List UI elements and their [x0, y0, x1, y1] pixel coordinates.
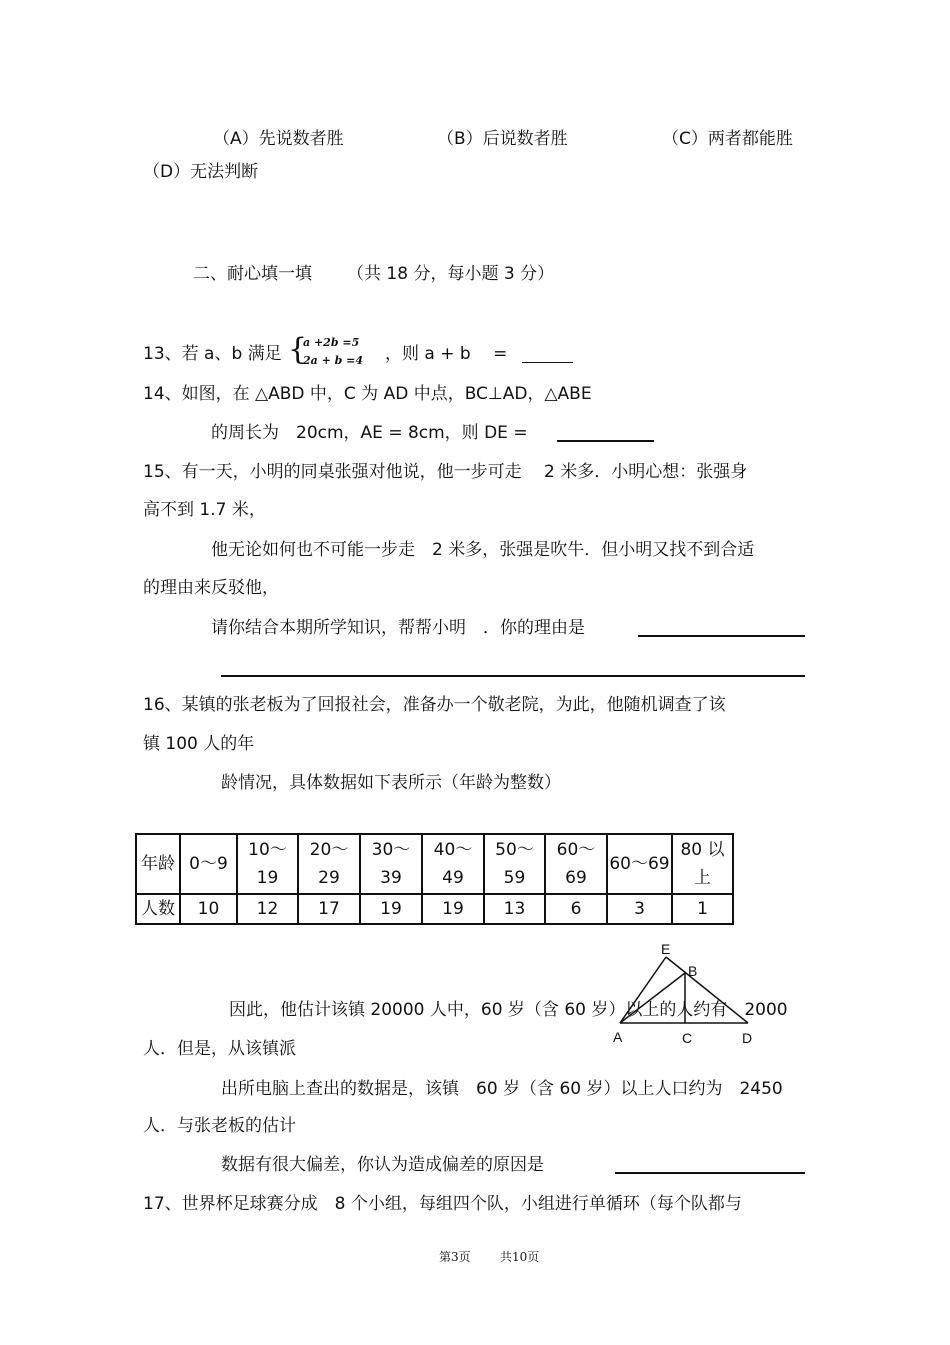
- q14-line-1: 14、如图，在 △ABD 中，C 为 AD 中点，BC⊥AD，△ABE: [143, 384, 592, 404]
- q16-line-3: 龄情况，具体数据如下表所示（年龄为整数）: [221, 773, 561, 793]
- age-cell: 40～ 49: [422, 834, 484, 894]
- count-cell: 3: [607, 894, 672, 924]
- q15-answer-blank-1[interactable]: [638, 635, 805, 637]
- count-cell: 13: [484, 894, 545, 924]
- count-cell: 19: [360, 894, 422, 924]
- q15-line-5: 请你结合本期所学知识，帮帮小明 ．你的理由是: [211, 618, 585, 638]
- age-cell: 50～ 59: [484, 834, 545, 894]
- count-cell: 10: [180, 894, 237, 924]
- q13-prefix: 13、若 a、b 满足: [143, 344, 282, 364]
- age-cell: 20～ 29: [298, 834, 360, 894]
- age-header-label: 年龄: [136, 834, 180, 894]
- option-c: （C）两者都能胜: [662, 129, 793, 149]
- triangle-figure: [605, 935, 765, 1050]
- label-d: D: [742, 1030, 753, 1046]
- age-cell: 30～ 39: [360, 834, 422, 894]
- label-a: A: [613, 1029, 623, 1045]
- option-d: （D）无法判断: [143, 162, 259, 182]
- q16-line-2: 镇 100 人的年: [143, 734, 255, 754]
- q13-answer-blank[interactable]: [522, 362, 573, 363]
- page-total: 共10页: [500, 1250, 540, 1264]
- q16-line-1: 16、某镇的张老板为了回报社会，准备办一个敬老院，为此，他随机调查了该: [143, 695, 726, 715]
- age-cell: 10～ 19: [237, 834, 298, 894]
- option-a: （A）先说数者胜: [213, 129, 344, 149]
- q16-answer-blank[interactable]: [615, 1172, 805, 1174]
- q15-line-1: 15、有一天，小明的同桌张强对他说，他一步可走 2 米多．小明心想：张强身: [143, 462, 748, 482]
- label-e: E: [661, 941, 671, 957]
- age-cell: 60～69: [607, 834, 672, 894]
- count-cell: 6: [545, 894, 607, 924]
- count-cell: 19: [422, 894, 484, 924]
- equation-line-1: a +2b =5: [303, 336, 360, 349]
- count-header-label: 人数: [136, 894, 180, 924]
- count-cell: 1: [672, 894, 733, 924]
- q16-line-4: 因此，他估计该镇 20000 人中，60 岁（含 60 岁）以上的人约有 2000: [229, 1000, 788, 1020]
- age-cell: 60～ 69: [545, 834, 607, 894]
- q14-answer-blank[interactable]: [557, 440, 654, 442]
- q15-line-2: 高不到 1.7 米，: [143, 500, 266, 520]
- age-cell: 0～9: [180, 834, 237, 894]
- q15-answer-blank-2[interactable]: [221, 675, 805, 677]
- count-cell: 12: [237, 894, 298, 924]
- label-b: B: [688, 963, 698, 979]
- section-title: 二、耐心填一填: [193, 264, 312, 284]
- label-c: C: [682, 1030, 693, 1046]
- count-cell: 17: [298, 894, 360, 924]
- page-number: 第3页: [439, 1250, 471, 1264]
- age-table: [135, 833, 734, 925]
- equation-line-2: 2a + b =4: [303, 354, 364, 367]
- q15-line-3: 他无论如何也不可能一步走 2 米多，张强是吹牛．但小明又找不到合适: [211, 540, 755, 560]
- q15-line-4: 的理由来反驳他，: [143, 578, 279, 598]
- q16-line-7: 人．与张老板的估计: [143, 1116, 296, 1136]
- q13-suffix: ，则 a + b =: [385, 344, 508, 364]
- equation-brace: {: [288, 332, 308, 367]
- section-score: （共 18 分，每小题 3 分）: [347, 264, 555, 284]
- q14-line-2: 的周长为 20cm，AE = 8cm，则 DE =: [211, 423, 528, 443]
- q16-line-8: 数据有很大偏差，你认为造成偏差的原因是: [221, 1155, 544, 1175]
- q17-line-1: 17、世界杯足球赛分成 8 个小组，每组四个队，小组进行单循环（每个队都与: [143, 1194, 742, 1214]
- q16-line-5: 人．但是，从该镇派: [143, 1039, 296, 1059]
- option-b: （B）后说数者胜: [437, 129, 568, 149]
- age-cell: 80 以 上: [672, 834, 733, 894]
- q16-line-6: 出所电脑上查出的数据是，该镇 60 岁（含 60 岁）以上人口约为 2450: [221, 1079, 783, 1099]
